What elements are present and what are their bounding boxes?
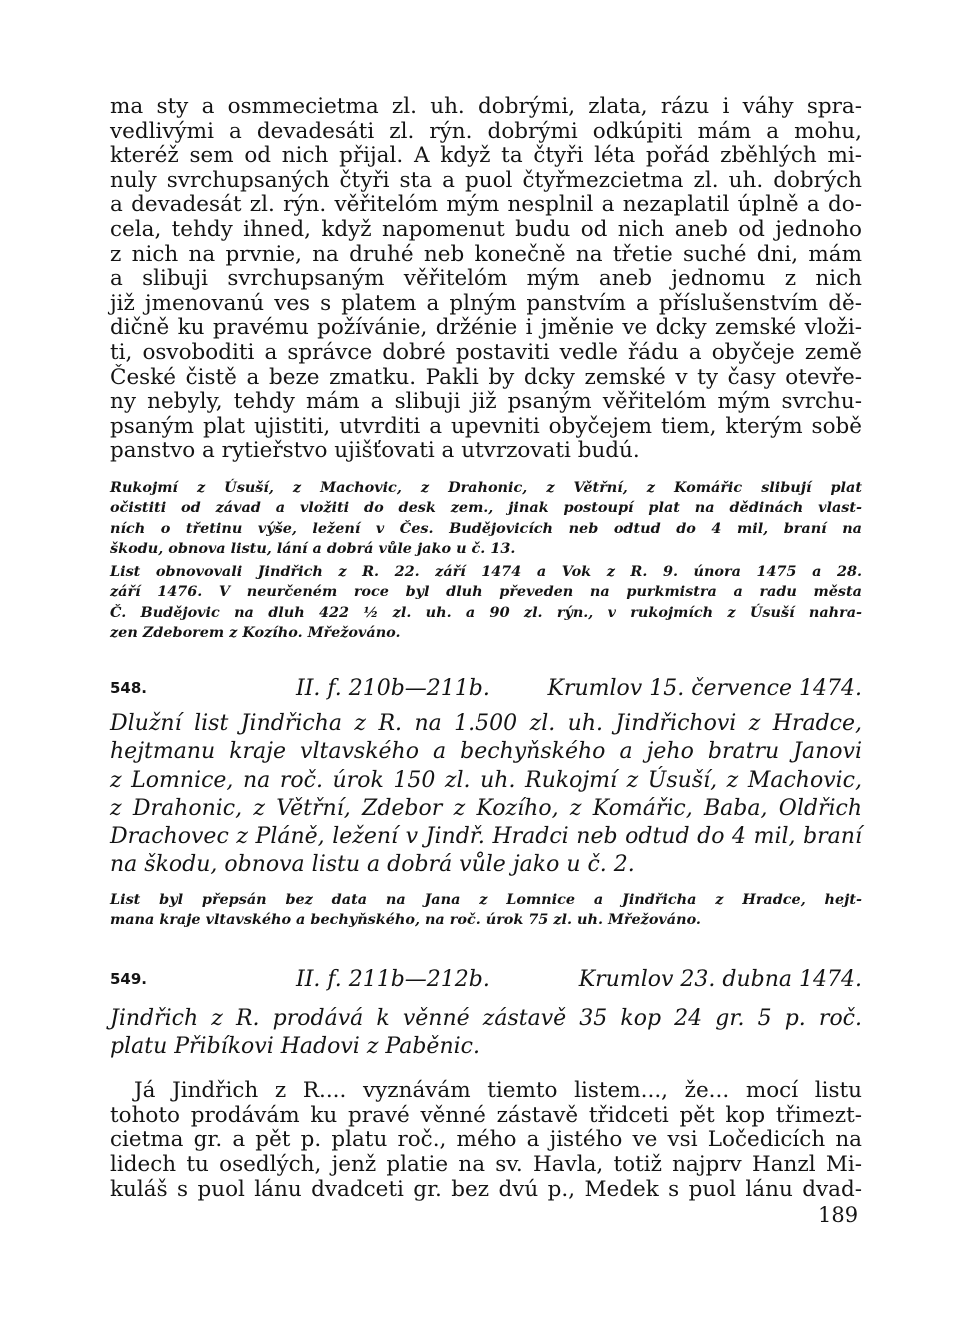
text-line: tohoto prodávám ku pravé věnné zástavě třidceti pět kop třimezt- (110, 1102, 862, 1128)
text-line: cietma gr. a pět p. platu roč., mého a jistého ve vsi Ločedicích na (110, 1127, 862, 1153)
place-date: Krumlov 23. dubna 1474. (578, 966, 862, 992)
summary-line: na škodu, obnova listu a dobrá vůle jako u č. 2. (110, 852, 635, 878)
summary-line: platu Přibíkovi Hadovi z Paběnic. (110, 1033, 480, 1059)
entry-summary (110, 1005, 862, 1062)
editorial-note (110, 890, 862, 931)
entry-number: 549. (110, 969, 148, 988)
text-line: kuláš s puol lánu dvadceti gr. bez dvú p., Medek s puol lánu dvad- (110, 1176, 862, 1202)
summary-line: hejtmanu kraje vltavského a bechyňského a jeho bratru Janovi (110, 739, 862, 765)
note-line: škodu, obnova listu, lání a dobrá vůle jako u č. 13. (110, 540, 516, 558)
text-line: kteréž sem od nich přijal. A když ta čtyři léta pořád zběhlých mi- (110, 143, 862, 169)
entry-number: 548. (110, 678, 148, 697)
note-line: září 1476. V neurčeném roce byl dluh převeden na purkmistra a radu města (110, 583, 862, 601)
text-line: Já Jindřich z R.... vyznávám tiemto listem..., že... mocí listu (134, 1078, 862, 1104)
summary-line: z Drahonic, z Větřní, Zdebor z Kozího, z Komářic, Baba, Oldřich (110, 795, 862, 821)
text-line: již jmenovanú ves s platem a plným panstvím a příslušenstvím dě- (110, 290, 862, 316)
note-line: Č. Budějovic na dluh 422 ½ zl. uh. a 90 zl. rýn., v rukojmích z Úsuší nahra- (110, 603, 862, 621)
note-line: List obnovovali Jindřich z R. 22. září 1474 a Vok z R. 9. února 1475 a 28. (110, 562, 862, 580)
summary-line: Drachovec z Pláně, ležení v Jindř. Hradci neb odtud do 4 mil, braní (110, 824, 862, 850)
summary-line: Jindřich z R. prodává k věnné zástavě 35 kop 24 gr. 5 p. roč. (110, 1005, 862, 1031)
document-page (110, 95, 862, 1202)
text-line: vedlivými a devadesáti zl. rýn. dobrými odkúpiti mám a mohu, (110, 118, 862, 144)
text-line: ma sty a osmmecietma zl. uh. dobrými, zlata, rázu i váhy spra- (110, 94, 862, 119)
entry-summary (110, 710, 862, 880)
text-line: a devadesát zl. rýn. věřitelóm mým nesplnil a nezaplatil úplně a do- (110, 192, 862, 218)
text-line: panstvo a rytieřstvo ujišťovati a utvrzovati budú. (110, 438, 640, 464)
place-date: Krumlov 15. července 1474. (547, 675, 862, 701)
note-line: List byl přepsán bez data na Jana z Lomnice a Jindřicha z Hradce, hejt- (110, 890, 862, 908)
note-line: Rukojmí z Úsuší, z Machovic, z Drahonic, z Větřní, z Komářic slibují plat (110, 478, 862, 496)
text-line: ny nebyly, tehdy mám a slibuji již psaným věřitelóm mým svrchu- (110, 389, 862, 415)
summary-line: Dlužní list Jindřicha z R. na 1.500 zl. uh. Jindřichovi z Hradce, (110, 710, 862, 736)
page-number: 189 (818, 1203, 859, 1227)
text-line: psaným plat ujistiti, utvrditi a upevniti obyčejem tiem, kterým sobě (110, 413, 862, 439)
note-line: očistiti od závad a vložiti do desk zem., jinak postoupí plat na dědinách vlast- (110, 499, 862, 517)
text-line: ti, osvoboditi a správce dobré postaviti vedle řádu a obyčeje země (110, 339, 862, 365)
entry-heading (110, 967, 862, 995)
text-line: a slibuji svrchupsaným věřitelóm mým aneb jednomu z nich (110, 266, 862, 292)
folio-reference: II. f. 211b—212b. (296, 966, 490, 992)
text-line: dičně ku pravému požívánie, držénie i jměnie ve dcky zemské vloži- (110, 315, 862, 341)
text-line: České čistě a beze zmatku. Pakli by dcky zemské v ty časy otevře- (110, 364, 862, 390)
text-line: z nich na prvnie, na druhé neb konečně na třetie suché dni, mám (110, 241, 862, 267)
summary-line: z Lomnice, na roč. úrok 150 zl. uh. Rukojmí z Úsuší, z Machovic, (110, 767, 862, 793)
note-line: ních o třetinu výše, ležení v Čes. Budějovicích neb odtud do 4 mil, braní na (110, 519, 862, 537)
continued-charter-text (110, 95, 862, 464)
editorial-note (110, 478, 862, 644)
text-line: nuly svrchupsaných čtyři sta a puol čtyřmezcietma zl. uh. dobrých (110, 167, 862, 193)
charter-text (110, 1079, 862, 1202)
text-line: cela, tehdy ihned, když napomenut budu od nich aneb od jednoho (110, 216, 862, 242)
note-line: zen Zdeborem z Kozího. Mřežováno. (110, 624, 401, 642)
entry-heading (110, 676, 862, 704)
note-line: mana kraje vltavského a bechyňského, na roč. úrok 75 zl. uh. Mřežováno. (110, 911, 701, 929)
text-line: lidech tu osedlých, jenž platie na sv. Havla, totiž najprv Hanzl Mi- (110, 1152, 862, 1178)
folio-reference: II. f. 210b—211b. (296, 675, 490, 701)
